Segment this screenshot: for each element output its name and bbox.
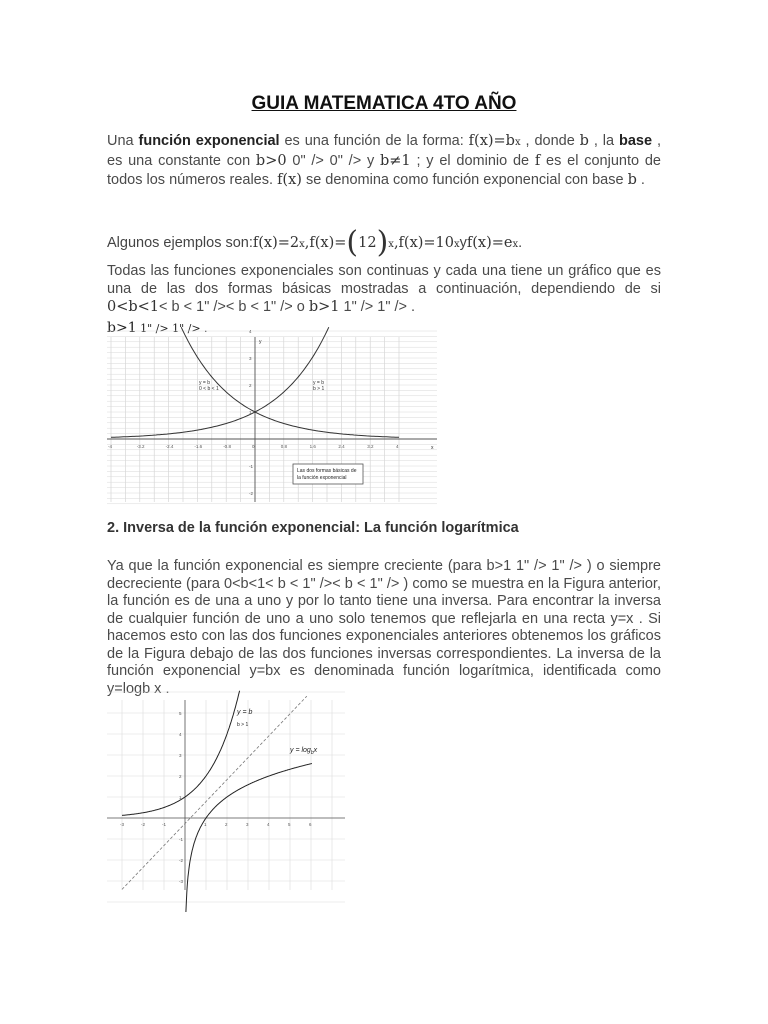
exp-label-cond: b > 1 bbox=[237, 722, 249, 728]
x-tick-label: 3 bbox=[246, 822, 249, 827]
grid bbox=[107, 331, 437, 504]
math: x bbox=[299, 238, 305, 250]
x-tick-label: -2.4 bbox=[165, 444, 174, 449]
y-tick-label: 2 bbox=[249, 383, 252, 388]
x-tick-label: -2 bbox=[141, 822, 146, 827]
math: x bbox=[512, 238, 519, 250]
text: . bbox=[518, 235, 523, 251]
y-tick-label: 3 bbox=[179, 753, 182, 758]
y-tick-label: 1 bbox=[179, 795, 182, 800]
y-tick-label: 2 bbox=[179, 774, 182, 779]
text: , es una constante con bbox=[107, 133, 661, 169]
math: b bbox=[579, 133, 589, 149]
y-tick-label: -2 bbox=[179, 858, 184, 863]
x-tick-label: 3.2 bbox=[367, 444, 374, 449]
text: , donde bbox=[520, 133, 580, 149]
math: b bbox=[627, 172, 637, 188]
x-tick-label: 0 bbox=[252, 444, 255, 449]
x-tick-label: 2 bbox=[225, 822, 228, 827]
label-right-1: y = b bbox=[313, 380, 324, 386]
log-label-sub: b bbox=[310, 750, 314, 756]
exp-label bbox=[236, 709, 252, 728]
log-label-main: y = log bbox=[290, 747, 311, 754]
math: ,f(x)= bbox=[304, 235, 347, 251]
y-tick-label: 5 bbox=[179, 711, 182, 716]
x-tick-label: 6 bbox=[309, 822, 312, 827]
math: f(x)=b bbox=[468, 133, 515, 149]
inverse-graph bbox=[107, 700, 345, 890]
text: y bbox=[459, 235, 467, 251]
math: x bbox=[514, 137, 521, 148]
x-tick-label: -1 bbox=[162, 822, 167, 827]
examples-line bbox=[107, 227, 667, 259]
section-heading: 2. Inversa de la función exponencial: La función logarítmica bbox=[107, 520, 519, 536]
x-tick-label: -0.8 bbox=[223, 444, 231, 449]
section2-paragraph: Ya que la función exponencial es siempre creciente (para b>1 1" /> 1" /> ) o siempre decreciente (para 0<b<1< b < 1" />< b < 1" /> ) como se muestra en la Figura anterior, la función es de una a uno y por lo tanto tiene una inversa. Para encontrar la inversa de cualquier función de uno a uno solo tenemos que reflejarla en una recta y=x . Si hacemos esto con las dos funciones exponenciales anteriores obtenemos los gráficos de la Figura debajo de las dos funciones inversas correspondientes. La inversa de la función exponencial y=bx es denominada función logarítmica, identificada como y=logb x . bbox=[107, 558, 661, 697]
math: 12 bbox=[358, 235, 377, 251]
text: Todas las funciones exponenciales son continuas y cada una tiene un gráfico que es una de las dos formas básicas mostradas a continuación, dependiendo de si bbox=[107, 263, 661, 297]
y-tick-label: -3 bbox=[179, 879, 184, 884]
log-label-x: x bbox=[313, 747, 318, 754]
series bbox=[122, 691, 312, 912]
x-tick-label: 5 bbox=[288, 822, 291, 827]
x-tick-label: -4 bbox=[108, 444, 113, 449]
bold-term: función exponencial bbox=[138, 133, 280, 149]
page-title: GUIA MATEMATICA 4TO AÑO bbox=[251, 93, 517, 114]
annotation-line-2: la función exponencial bbox=[297, 475, 347, 481]
math: f(x) bbox=[277, 172, 302, 188]
exp-label-text: y = b bbox=[237, 709, 253, 716]
x-axis-label: x bbox=[431, 445, 434, 451]
x-tick-label: -1.6 bbox=[194, 444, 203, 449]
paren-open: ( bbox=[346, 225, 359, 260]
x-tick-label: -3.2 bbox=[136, 444, 145, 449]
label-right-2: b > 1 bbox=[313, 386, 325, 392]
x-tick-label: 4 bbox=[267, 822, 270, 827]
identity-line bbox=[122, 696, 307, 889]
math: ,f(x)=10 bbox=[393, 235, 455, 251]
tick-labels bbox=[120, 711, 312, 884]
axes bbox=[107, 700, 345, 890]
x-tick-label: 4 bbox=[396, 444, 399, 449]
x-tick-label: -3 bbox=[120, 822, 125, 827]
x-tick-label: 2.4 bbox=[338, 444, 345, 449]
y-tick-label: -2 bbox=[249, 491, 254, 496]
increasing-curve bbox=[111, 327, 329, 437]
y-tick-label: 4 bbox=[179, 732, 182, 737]
text: . bbox=[636, 172, 645, 188]
logarithm-curve bbox=[186, 764, 312, 913]
annotation-rect bbox=[293, 464, 363, 484]
math: x bbox=[388, 238, 394, 250]
right-curve-label bbox=[313, 380, 324, 392]
text: es el conjunto de todos los números reales. bbox=[107, 153, 661, 188]
paren-close: ) bbox=[376, 225, 389, 260]
math: b>1 bbox=[107, 320, 137, 336]
y-tick-label: -1 bbox=[179, 837, 184, 842]
annotation-line-1: Las dos formas básicas de bbox=[297, 468, 357, 474]
log-label bbox=[289, 747, 318, 756]
y-tick-label: -1 bbox=[249, 464, 254, 469]
text: ; y el dominio de bbox=[410, 153, 535, 169]
text: < b < 1" />< b < 1" /> o bbox=[159, 299, 309, 315]
math: f(x)=2 bbox=[252, 235, 300, 251]
text: Una bbox=[107, 133, 139, 149]
label-left-1: y = b bbox=[199, 380, 210, 386]
exponential-graph bbox=[107, 329, 437, 502]
label-left-2: 0 < b < 1 bbox=[199, 386, 219, 392]
math: f(x)=e bbox=[466, 235, 513, 251]
x-tick-label: 0.8 bbox=[280, 444, 288, 449]
math: f bbox=[534, 153, 541, 169]
x-tick-label: 1 bbox=[204, 822, 207, 827]
decreasing-curve bbox=[181, 327, 399, 437]
text: 1" /> 1" /> . bbox=[339, 299, 416, 315]
text: es una función de la forma: bbox=[279, 133, 469, 149]
grid bbox=[107, 692, 345, 902]
y-tick-label: 1 bbox=[249, 410, 252, 415]
bold-term: base bbox=[619, 133, 653, 149]
math: b≠1 bbox=[380, 153, 411, 169]
text: 1" /> 1" /> . bbox=[136, 322, 208, 335]
intro-paragraph bbox=[107, 132, 661, 190]
text: Algunos ejemplos son: bbox=[107, 235, 253, 251]
continuity-paragraph bbox=[107, 262, 661, 316]
x-tick-label: 1.6 bbox=[309, 444, 316, 449]
y-tick-label: 3 bbox=[249, 356, 252, 361]
log-label-text bbox=[289, 747, 318, 756]
y-axis-label: y bbox=[259, 339, 262, 345]
condition-line bbox=[107, 319, 208, 336]
y-tick-label: 4 bbox=[249, 329, 252, 334]
text: , la bbox=[588, 133, 619, 149]
annotation-box bbox=[293, 464, 363, 484]
math: b>1 bbox=[308, 299, 340, 315]
text: 0" /> 0" /> y bbox=[286, 153, 380, 169]
text: se denomina como función exponencial con base bbox=[301, 172, 628, 188]
math: x bbox=[454, 238, 460, 250]
math: b>0 bbox=[255, 153, 287, 169]
math: 0<b<1 bbox=[107, 299, 160, 315]
